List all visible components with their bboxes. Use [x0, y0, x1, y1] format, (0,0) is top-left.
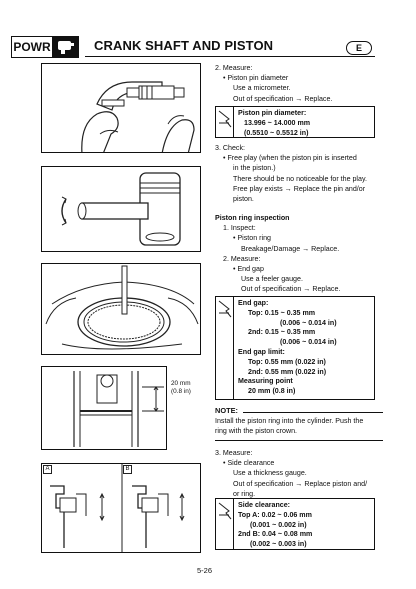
note-title: NOTE:	[215, 406, 238, 415]
spec-wrench-icon	[216, 297, 234, 399]
instruction-line: Use a micrometer.	[233, 84, 291, 93]
instruction-line: Out of specification → Replace.	[233, 94, 333, 103]
header-rule	[85, 56, 375, 57]
outboard-engine-icon	[53, 36, 79, 58]
step-label: 2. Measure:	[215, 64, 253, 72]
note-block: NOTE: Install the piston ring into the cylinder. Push the ring with the piston crown.	[215, 406, 385, 441]
spec-wrench-icon	[216, 107, 234, 137]
ring-inspection-section: Piston ring inspection 1. Inspect: • Piston ring Breakage/Damage → Replace. 2. Measure: • End gap Use a feeler gauge. Out of specification → Replace.	[215, 213, 390, 295]
spec-wrench-icon	[216, 499, 234, 549]
measure-pin-section	[215, 63, 385, 104]
spec-box-end-gap: End gap: Top: 0.15 ~ 0.35 mm (0.006 ~ 0.014 in) 2nd: 0.15 ~ 0.35 mm (0.006 ~ 0.014 in) End gap limit: Top: 0.55 mm (0.022 in) 2nd: 0.55 mm (0.022 in) Measuring point 20 mm (0.8 in)	[215, 296, 375, 400]
page-title: CRANK SHAFT AND PISTON	[94, 38, 274, 53]
figure-label-a: A	[43, 465, 52, 474]
micrometer-figure	[41, 63, 201, 153]
note-bottom-rule	[215, 440, 383, 441]
side-clearance-figure	[41, 463, 201, 553]
figure-dimension-label: 20 mm (0.8 in)	[171, 380, 191, 395]
section-badge: POWR	[11, 36, 53, 58]
side-clearance-section: 3. Measure: • Side clearance Use a thickness gauge. Out of specification → Replace piston and/ or ring.	[215, 449, 368, 498]
spec-box-pin: Piston pin diameter: 13.996 ~ 14.000 mm (0.5510 ~ 0.5512 in)	[215, 106, 375, 138]
bullet-item: • Piston pin diameter	[223, 74, 289, 83]
note-rule	[243, 412, 383, 413]
page-number: 5-26	[197, 566, 213, 575]
end-gap-figure	[41, 263, 201, 355]
measuring-point-figure	[41, 366, 167, 450]
check-section: 3. Check: • Free play (when the piston pin is inserted in the piston.) There should be no noticeable for the play. Free play exists → Replace the pin and/or piston.	[215, 144, 367, 204]
language-badge: E	[346, 41, 372, 55]
piston-pin-figure	[41, 166, 201, 252]
figure-label-b: B	[123, 465, 132, 474]
section-heading: Piston ring inspection	[215, 214, 290, 222]
spec-box-side-clearance: Side clearance: Top A: 0.02 ~ 0.06 mm (0.001 ~ 0.002 in) 2nd B: 0.04 ~ 0.08 mm (0.002 ~ 0.003 in)	[215, 498, 375, 550]
